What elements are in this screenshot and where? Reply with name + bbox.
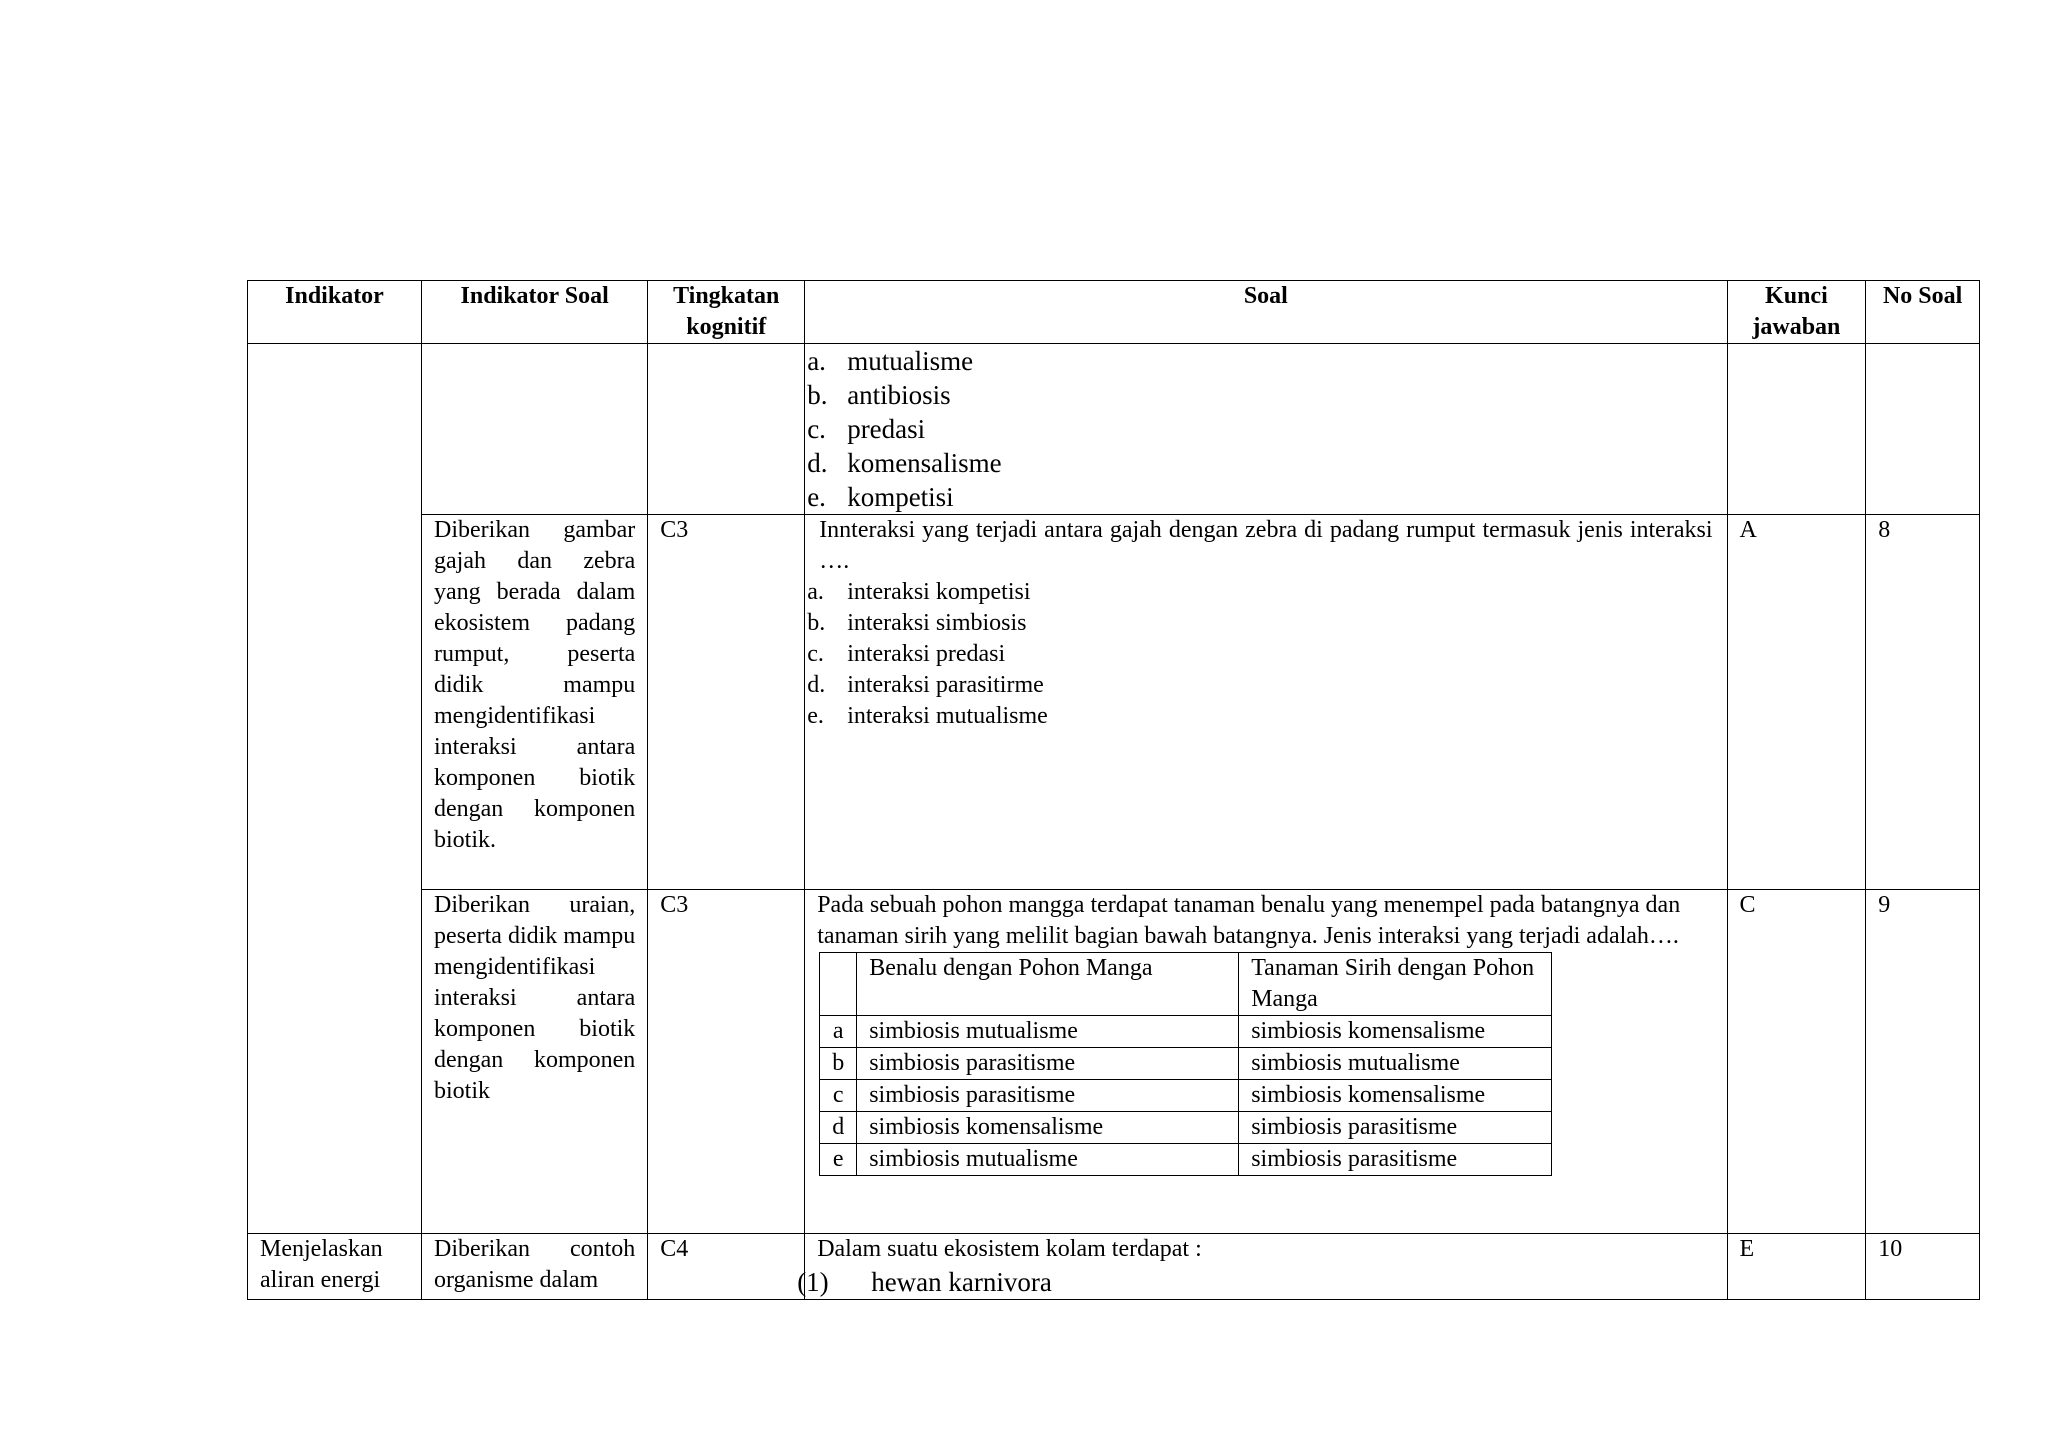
table-row bbox=[248, 344, 1980, 515]
answer-option: b. antibiosis bbox=[807, 380, 951, 410]
option-letter: e bbox=[820, 1144, 857, 1176]
answer-option: a. interaksi kompetisi bbox=[807, 579, 1031, 605]
no-soal-cell: 9 bbox=[1866, 890, 1980, 1234]
question-text: Innteraksi yang terjadi antara gajah dengan zebra di padang rumput termasuk jenis interaksi …. bbox=[819, 517, 1713, 574]
header-row bbox=[248, 281, 1980, 344]
soal-cell bbox=[805, 515, 1727, 890]
no-soal-cell bbox=[1866, 344, 1980, 515]
no-soal-cell: 10 bbox=[1866, 1234, 1980, 1300]
indikator-soal-cell: Diberikan contoh organisme dalam bbox=[422, 1234, 648, 1300]
question-text: Pada sebuah pohon mangga terdapat tanaman benalu yang menempel pada batangnya dan tanaman sirih yang melilit bagian bawah batangnya. Jenis interaksi yang terjadi adalah…. bbox=[817, 892, 1681, 949]
item-text: hewan karnivora bbox=[871, 1267, 1052, 1297]
header-indikator-soal: Indikator Soal bbox=[422, 281, 648, 344]
inner-cell: simbiosis parasitisme bbox=[857, 1048, 1239, 1080]
tingkatan-cell: C3 bbox=[648, 890, 805, 1234]
inner-table-row bbox=[820, 1016, 1552, 1048]
inner-cell: simbiosis mutualisme bbox=[857, 1144, 1239, 1176]
option-letter: d bbox=[820, 1112, 857, 1144]
soal-cell bbox=[805, 890, 1727, 1234]
answer-options-list bbox=[807, 344, 1714, 514]
soal-cell bbox=[805, 344, 1727, 515]
inner-header-cell: Benalu dengan Pohon Manga bbox=[857, 953, 1239, 1016]
answer-option: e. kompetisi bbox=[807, 482, 954, 512]
header-no-soal: No Soal bbox=[1866, 281, 1980, 344]
answer-option: b. interaksi simbiosis bbox=[807, 610, 1027, 636]
soal-cell bbox=[797, 1234, 1727, 1300]
kunci-cell: C bbox=[1727, 890, 1866, 1234]
inner-header-row bbox=[820, 953, 1552, 1016]
answer-options-list bbox=[807, 577, 1714, 732]
inner-header-cell: Tanaman Sirih dengan Pohon Manga bbox=[1239, 953, 1552, 1016]
inner-header-cell bbox=[820, 953, 857, 1016]
inner-cell: simbiosis parasitisme bbox=[1239, 1144, 1552, 1176]
answer-choices-table bbox=[819, 952, 1552, 1176]
table-row bbox=[248, 515, 1980, 890]
inner-table-row bbox=[820, 1144, 1552, 1176]
answer-option: c. predasi bbox=[807, 414, 926, 444]
answer-option: d. komensalisme bbox=[807, 448, 1002, 478]
indikator-soal-cell: Diberikan gambar gajah dan zebra yang berada dalam ekosistem padang rumput, peserta didik mampu mengidentifikasi interaksi antara komponen biotik dengan komponen biotik. bbox=[422, 515, 648, 890]
inner-table-row bbox=[820, 1112, 1552, 1144]
inner-cell: simbiosis komensalisme bbox=[857, 1112, 1239, 1144]
inner-cell: simbiosis parasitisme bbox=[857, 1080, 1239, 1112]
indikator-soal-cell: Diberikan uraian, peserta didik mampu mengidentifikasi interaksi antara komponen biotik dengan komponen biotik bbox=[422, 890, 648, 1234]
inner-cell: simbiosis komensalisme bbox=[1239, 1080, 1552, 1112]
item-number: (1) bbox=[797, 1267, 829, 1297]
inner-cell: simbiosis parasitisme bbox=[1239, 1112, 1552, 1144]
tingkatan-cell bbox=[648, 344, 805, 515]
inner-table-row bbox=[820, 1080, 1552, 1112]
answer-option: c. interaksi predasi bbox=[807, 641, 1006, 667]
question-grid-table bbox=[247, 280, 1980, 1300]
header-indikator: Indikator bbox=[248, 281, 422, 344]
header-kunci-jawaban: Kunci jawaban bbox=[1727, 281, 1866, 344]
kunci-cell bbox=[1727, 344, 1866, 515]
indikator-soal-cell bbox=[422, 344, 648, 515]
indikator-cell-empty bbox=[248, 344, 422, 1234]
answer-option: a. mutualisme bbox=[807, 346, 974, 376]
option-letter: c bbox=[820, 1080, 857, 1112]
answer-option: e. interaksi mutualisme bbox=[807, 703, 1048, 729]
inner-cell: simbiosis mutualisme bbox=[1239, 1048, 1552, 1080]
numbered-item bbox=[797, 1265, 1714, 1299]
indikator-cell: Menjelaskan aliran energi bbox=[248, 1234, 422, 1300]
table-row bbox=[248, 1234, 1980, 1300]
table-row bbox=[248, 890, 1980, 1234]
inner-table-row bbox=[820, 1048, 1552, 1080]
inner-cell: simbiosis mutualisme bbox=[857, 1016, 1239, 1048]
no-soal-cell: 8 bbox=[1866, 515, 1980, 890]
option-letter: b bbox=[820, 1048, 857, 1080]
question-text: Dalam suatu ekosistem kolam terdapat : bbox=[817, 1236, 1202, 1262]
kunci-cell: A bbox=[1727, 515, 1866, 890]
kunci-cell: E bbox=[1727, 1234, 1866, 1300]
header-tingkatan-kognitif: Tingkatan kognitif bbox=[648, 281, 805, 344]
header-soal: Soal bbox=[805, 281, 1727, 344]
tingkatan-cell: C4 bbox=[648, 1234, 805, 1300]
inner-cell: simbiosis komensalisme bbox=[1239, 1016, 1552, 1048]
answer-option: d. interaksi parasitirme bbox=[807, 672, 1044, 698]
option-letter: a bbox=[820, 1016, 857, 1048]
tingkatan-cell: C3 bbox=[648, 515, 805, 890]
